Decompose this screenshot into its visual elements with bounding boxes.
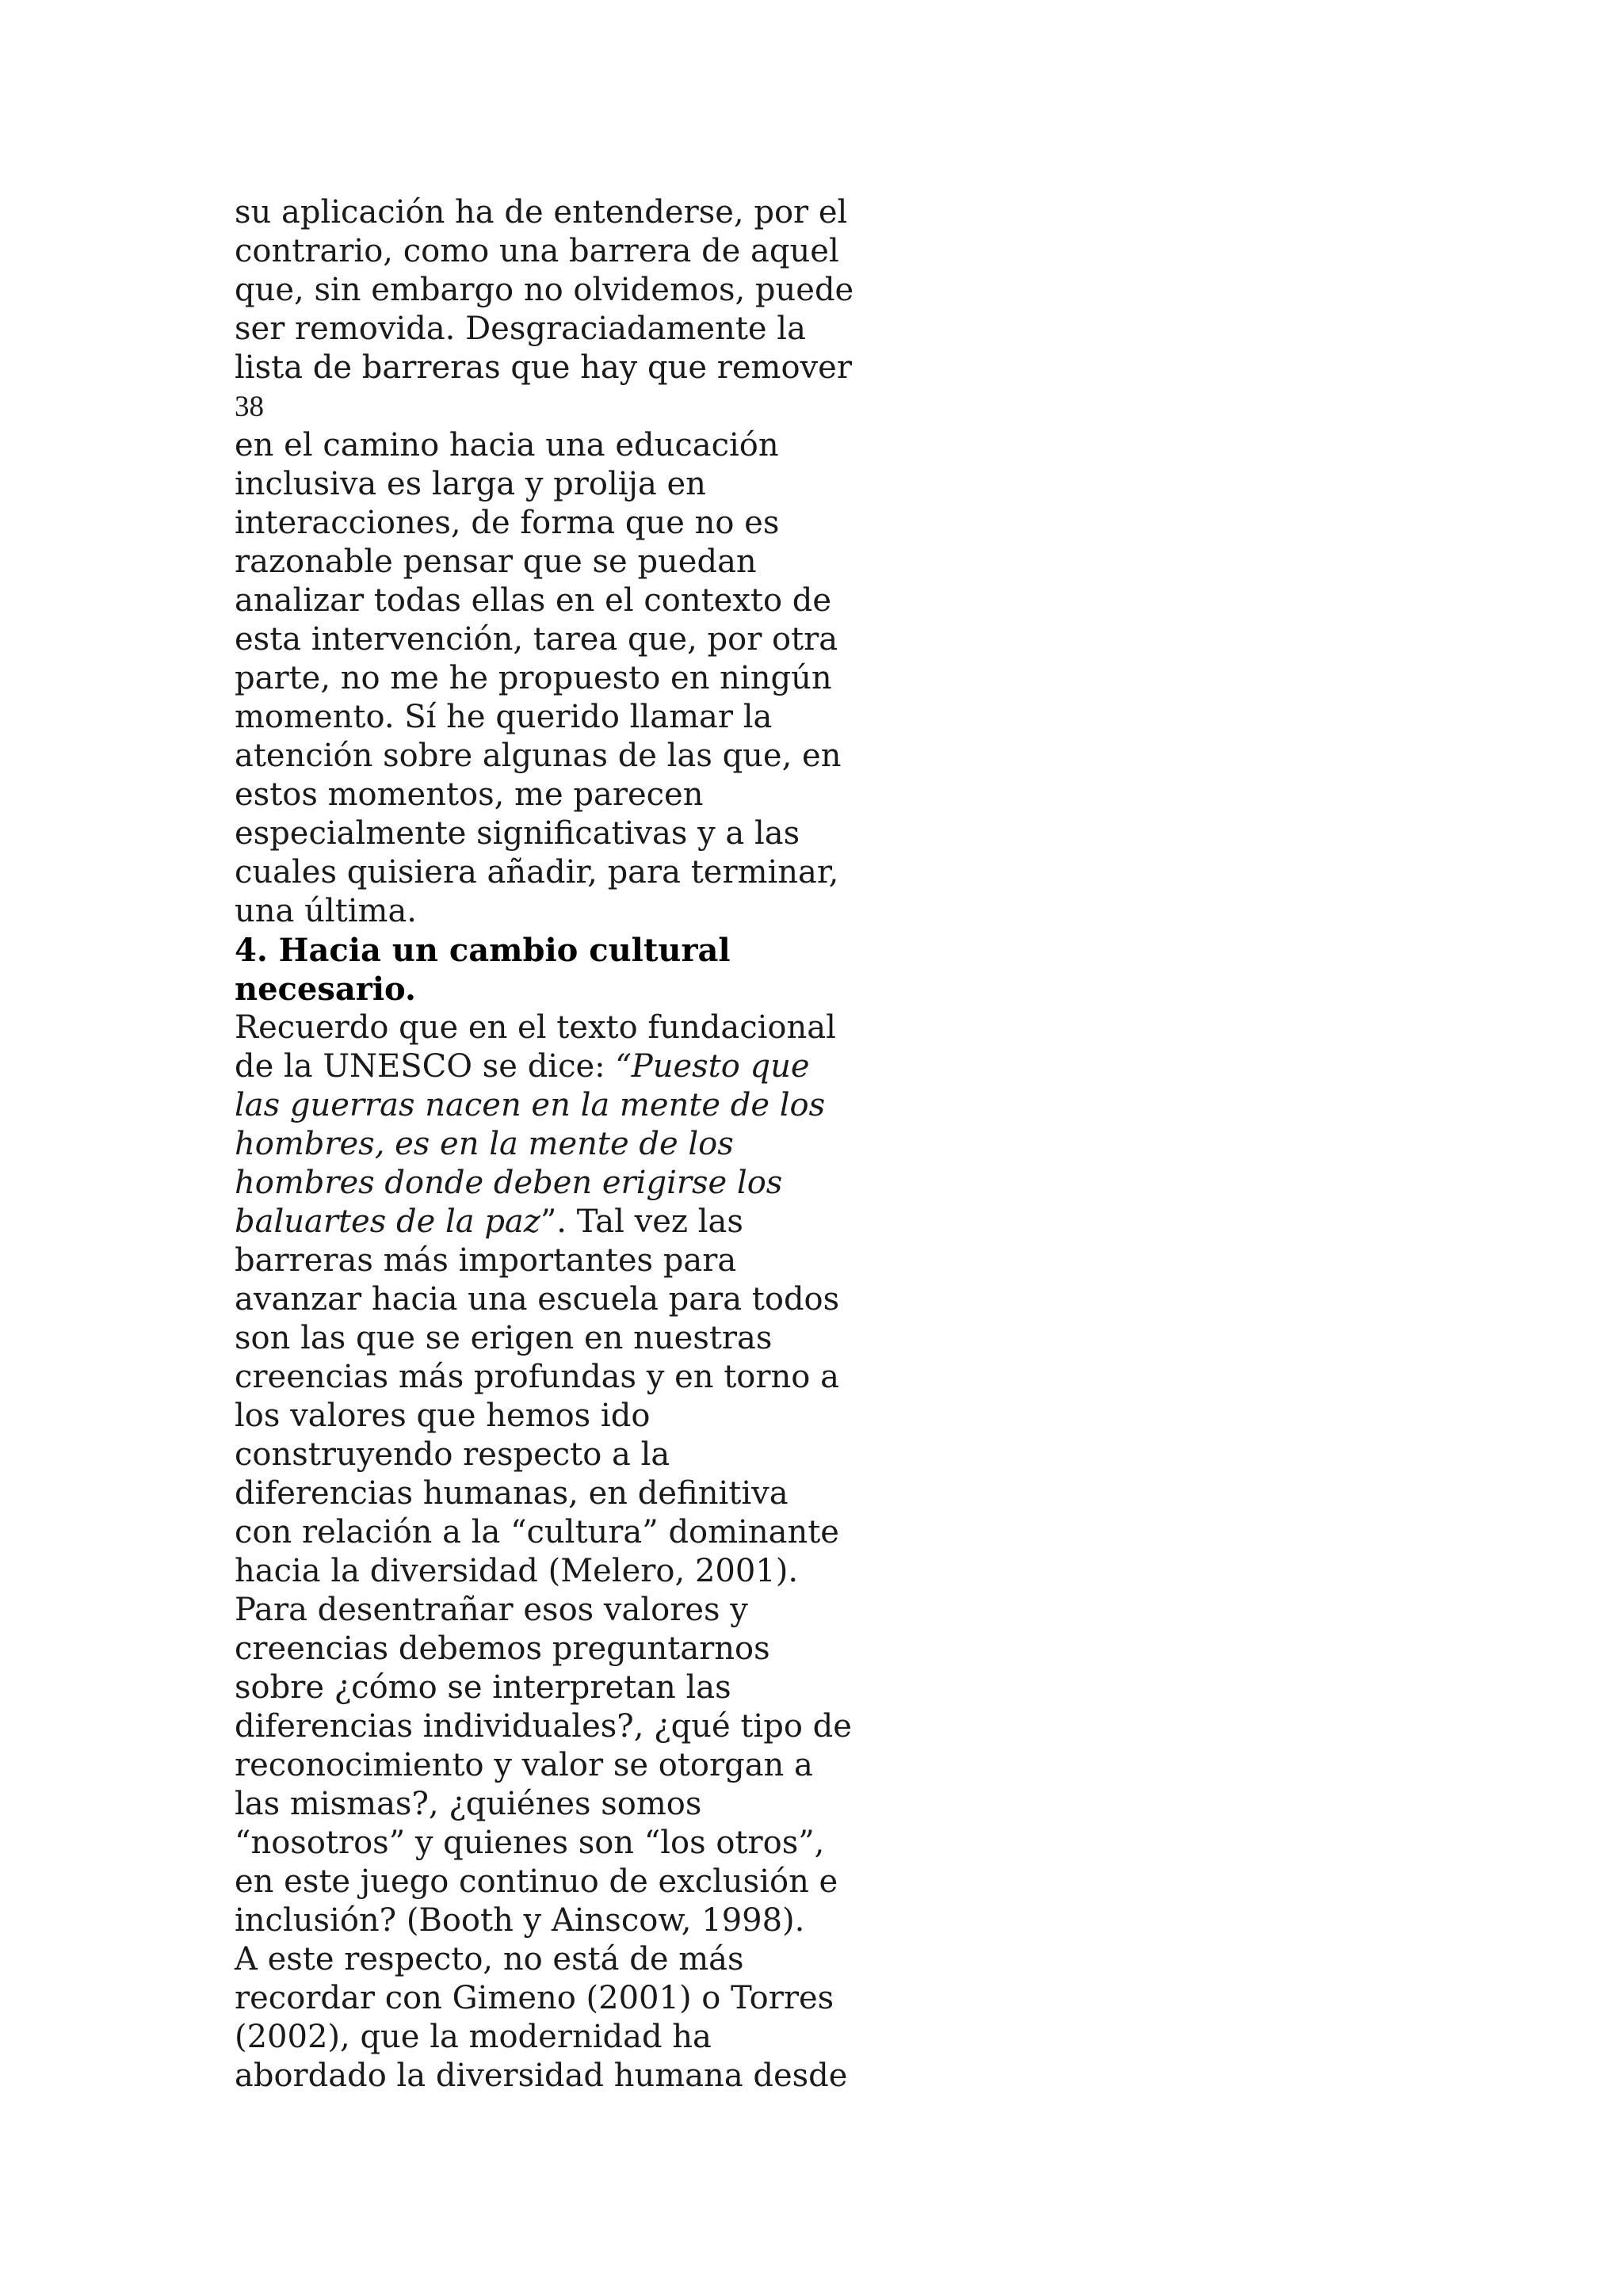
text-line: sobre ¿cómo se interpretan las xyxy=(235,1669,731,1706)
text-line: estos momentos, me parecen xyxy=(235,776,704,813)
quote-italic-run: “Puesto que xyxy=(615,1048,810,1085)
text-line: avanzar hacia una escuela para todos xyxy=(235,1281,840,1318)
text-line: atención sobre algunas de las que, en xyxy=(235,738,842,774)
text-line: cuales quisiera añadir, para terminar, xyxy=(235,854,839,891)
quote-line: hombres donde deben erigirse los xyxy=(235,1165,783,1201)
text-line: creencias más profundas y en torno a xyxy=(235,1359,839,1395)
page-number: 38 xyxy=(235,391,264,423)
text-line: barreras más importantes para xyxy=(235,1242,737,1279)
text-line: esta intervención, tarea que, por otra xyxy=(235,621,838,658)
paragraph-barriers xyxy=(235,426,884,931)
text-line: interacciones, de forma que no es xyxy=(235,505,780,541)
text-line: inclusión? (Booth y Ainscow, 1998). xyxy=(235,1902,805,1939)
text-line: razonable pensar que se puedan xyxy=(235,543,757,580)
text-line: las mismas?, ¿quiénes somos xyxy=(235,1786,702,1822)
paragraph-continuation xyxy=(235,193,884,387)
text-line: ser removida. Desgraciadamente la xyxy=(235,311,806,347)
text-line: con relación a la “cultura” dominante xyxy=(235,1514,839,1550)
text-line: en el camino hacia una educación xyxy=(235,427,779,463)
text-line: (2002), que la modernidad ha xyxy=(235,2019,712,2055)
text-line-mixed xyxy=(235,1047,884,1086)
section-heading-line: 4. Hacia un cambio cultural xyxy=(235,932,731,969)
text-line: contrario, como una barrera de aquel xyxy=(235,233,839,269)
text-line: en este juego continuo de exclusión e xyxy=(235,1863,838,1900)
text-line: inclusiva es larga y prolija en xyxy=(235,466,706,502)
text-line: A este respecto, no está de más xyxy=(235,1941,744,1978)
text-line: lista de barreras que hay que remover xyxy=(235,349,852,386)
text-line: diferencias humanas, en definitiva xyxy=(235,1475,789,1512)
section-heading xyxy=(235,931,884,1009)
text-run: ”. Tal vez las xyxy=(540,1203,743,1240)
text-line: especialmente significativas y a las xyxy=(235,815,800,852)
text-line: reconocimiento y valor se otorgan a xyxy=(235,1747,813,1783)
text-column xyxy=(235,193,884,2096)
text-line: parte, no me he propuesto en ningún xyxy=(235,660,832,696)
quote-line: hombres, es en la mente de los xyxy=(235,1126,734,1162)
text-line: “nosotros” y quienes son “los otros”, xyxy=(235,1825,825,1861)
text-line: hacia la diversidad (Melero, 2001). xyxy=(235,1553,799,1589)
text-line: construyendo respecto a la xyxy=(235,1436,670,1473)
text-line: una última. xyxy=(235,893,417,929)
text-line: recordar con Gimeno (2001) o Torres xyxy=(235,1980,834,2016)
text-line: creencias debemos preguntarnos xyxy=(235,1630,770,1667)
text-line: los valores que hemos ido xyxy=(235,1398,651,1434)
text-line: que, sin embargo no olvidemos, puede xyxy=(235,272,854,308)
text-run: de la UNESCO se dice: xyxy=(235,1048,616,1085)
paragraph-unesco-quote xyxy=(235,1009,884,2096)
text-line: Para desentrañar esos valores y xyxy=(235,1592,748,1628)
section-heading-line: necesario. xyxy=(235,971,416,1008)
quote-line: las guerras nacen en la mente de los xyxy=(235,1087,826,1123)
quote-italic-run: baluartes de la paz xyxy=(235,1203,540,1240)
text-line: abordado la diversidad humana desde xyxy=(235,2058,848,2094)
text-line: diferencias individuales?, ¿qué tipo de xyxy=(235,1708,852,1745)
text-line: Recuerdo que en el texto fundacional xyxy=(235,1009,836,1046)
text-line: su aplicación ha de entenderse, por el xyxy=(235,194,848,231)
text-line: momento. Sí he querido llamar la xyxy=(235,699,773,735)
text-line-mixed xyxy=(235,1203,884,1241)
text-line: analizar todas ellas en el contexto de xyxy=(235,582,832,619)
text-line: son las que se erigen en nuestras xyxy=(235,1320,773,1356)
